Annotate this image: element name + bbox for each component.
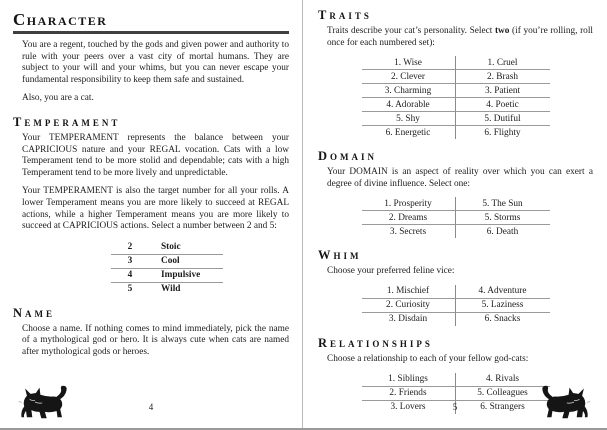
table-row: [362, 197, 550, 211]
whim-option: 4. Adventure: [456, 285, 550, 299]
temperament-value: 4: [127, 270, 133, 281]
relationship-option: 1. Siblings: [362, 373, 456, 387]
table-row: [362, 373, 550, 387]
temperament-label: Stoic: [161, 242, 181, 253]
page-left: [0, 0, 302, 428]
whim-option: 5. Laziness: [456, 299, 550, 313]
page-number: 5: [452, 402, 458, 412]
whim-option: 2. Curiosity: [362, 299, 456, 313]
domain-table: [362, 197, 550, 238]
traits-intro-post: (if you’re rolling, roll once for each numbered set):: [327, 26, 593, 48]
traits-intro-bold: two: [494, 26, 510, 36]
temperament-value: 3: [127, 256, 133, 267]
temperament-value: 5: [127, 284, 133, 295]
whim-intro: Choose your preferred feline vice:: [327, 266, 455, 277]
section-heading-relationships: Relationships: [318, 335, 433, 350]
temperament-label: Wild: [161, 284, 181, 295]
temperament-paragraph-2: Your TEMPERAMENT is also the target number for all your rolls. A lower Temperament means you are more likely to succeed at REGAL actions, while a higher Temperament means you are more likely to succeed at CAPRICIOUS actions. Select a number between 2 and 5:: [22, 186, 289, 232]
table-row: [362, 211, 550, 225]
whim-table: [362, 285, 550, 326]
table-row: [362, 98, 550, 112]
table-row: [362, 313, 550, 326]
table-row: [362, 126, 550, 139]
table-row: [362, 299, 550, 313]
domain-option: 5. Storms: [456, 211, 550, 225]
domain-intro: Your DOMAIN is an aspect of reality over which you can exert a degree of divine influence. Select one:: [327, 167, 593, 189]
table-row: [362, 84, 550, 98]
domain-option: 1. Prosperity: [362, 197, 456, 211]
section-heading-name: Name: [13, 305, 56, 320]
table-row: [362, 112, 550, 126]
table-row: [111, 269, 223, 283]
table-row: [362, 56, 550, 70]
traits-table: [362, 56, 550, 139]
trait-option: 4. Adorable: [362, 98, 456, 112]
trait-option: 2. Clever: [362, 70, 456, 84]
trait-option: 6. Energetic: [362, 126, 456, 139]
trait-option: 1. Wise: [362, 56, 456, 70]
table-row: [111, 241, 223, 255]
relationship-option: 2. Friends: [362, 387, 456, 401]
whim-option: 1. Mischief: [362, 285, 456, 299]
chapter-title-rule: [13, 31, 289, 34]
traits-intro: [318, 26, 593, 49]
temperament-value: 2: [127, 242, 133, 253]
section-heading-domain: Domain: [318, 149, 378, 164]
trait-option: 1. Cruel: [456, 56, 550, 70]
section-heading-temperament: Temperament: [13, 114, 121, 129]
trait-option: 4. Poetic: [456, 98, 550, 112]
table-row: [362, 285, 550, 299]
trait-option: 3. Patient: [456, 84, 550, 98]
chapter-title: Character: [13, 10, 108, 29]
section-heading-traits: Traits: [318, 8, 372, 22]
temperament-label: Impulsive: [161, 270, 201, 281]
intro-paragraph-cat: Also, you are a cat.: [22, 93, 94, 104]
table-row: [362, 225, 550, 238]
domain-option: 5. The Sun: [456, 197, 550, 211]
trait-option: 5. Shy: [362, 112, 456, 126]
domain-option: 3. Secrets: [362, 225, 456, 238]
relationship-option: 3. Lovers: [362, 401, 456, 414]
trait-option: 6. Flighty: [484, 127, 521, 138]
page-number: 4: [148, 402, 154, 412]
whim-option: 6. Snacks: [484, 314, 521, 325]
table-row: [362, 70, 550, 84]
temperament-label: Cool: [161, 256, 180, 267]
temperament-table: [111, 241, 223, 296]
domain-option: 6. Death: [486, 226, 519, 237]
trait-option: 3. Charming: [362, 84, 456, 98]
relationship-option: 6. Strangers: [480, 402, 525, 413]
page-right: [303, 0, 607, 428]
traits-intro-pre: Traits describe your cat’s personality. Select: [327, 26, 495, 36]
relationship-option: 4. Rivals: [456, 373, 550, 387]
trait-option: 5. Dutiful: [456, 112, 550, 126]
intro-paragraph: You are a regent, touched by the gods and given power and authority to rule with your peers over a vast city of mortal humans. They are subject to your will and your whims, but you can never escape your fundamental responsibility to keep them safe and sustained.: [22, 40, 289, 85]
temperament-paragraph-1: Your TEMPERAMENT represents the balance between your CAPRICIOUS nature and your REGAL vocation. Cats with a low Temperament tend to be more stolid and dependable; cats with a high Temperament tend to be more lively and unpredictable.: [22, 132, 289, 178]
table-row: [111, 283, 223, 296]
table-row: [111, 255, 223, 269]
relationships-intro: Choose a relationship to each of your fellow god-cats:: [327, 353, 529, 364]
trait-option: 2. Brash: [456, 70, 550, 84]
table-row: [362, 387, 550, 401]
whim-option: 3. Disdain: [362, 313, 456, 326]
name-paragraph: Choose a name. If nothing comes to mind immediately, pick the name of a mythological god or hero. It is always cute when cats are named after mythological gods or heroes.: [22, 323, 289, 357]
section-heading-whim: Whim: [318, 248, 362, 263]
relationship-option: 5. Colleagues: [456, 387, 550, 401]
domain-option: 2. Dreams: [362, 211, 456, 225]
